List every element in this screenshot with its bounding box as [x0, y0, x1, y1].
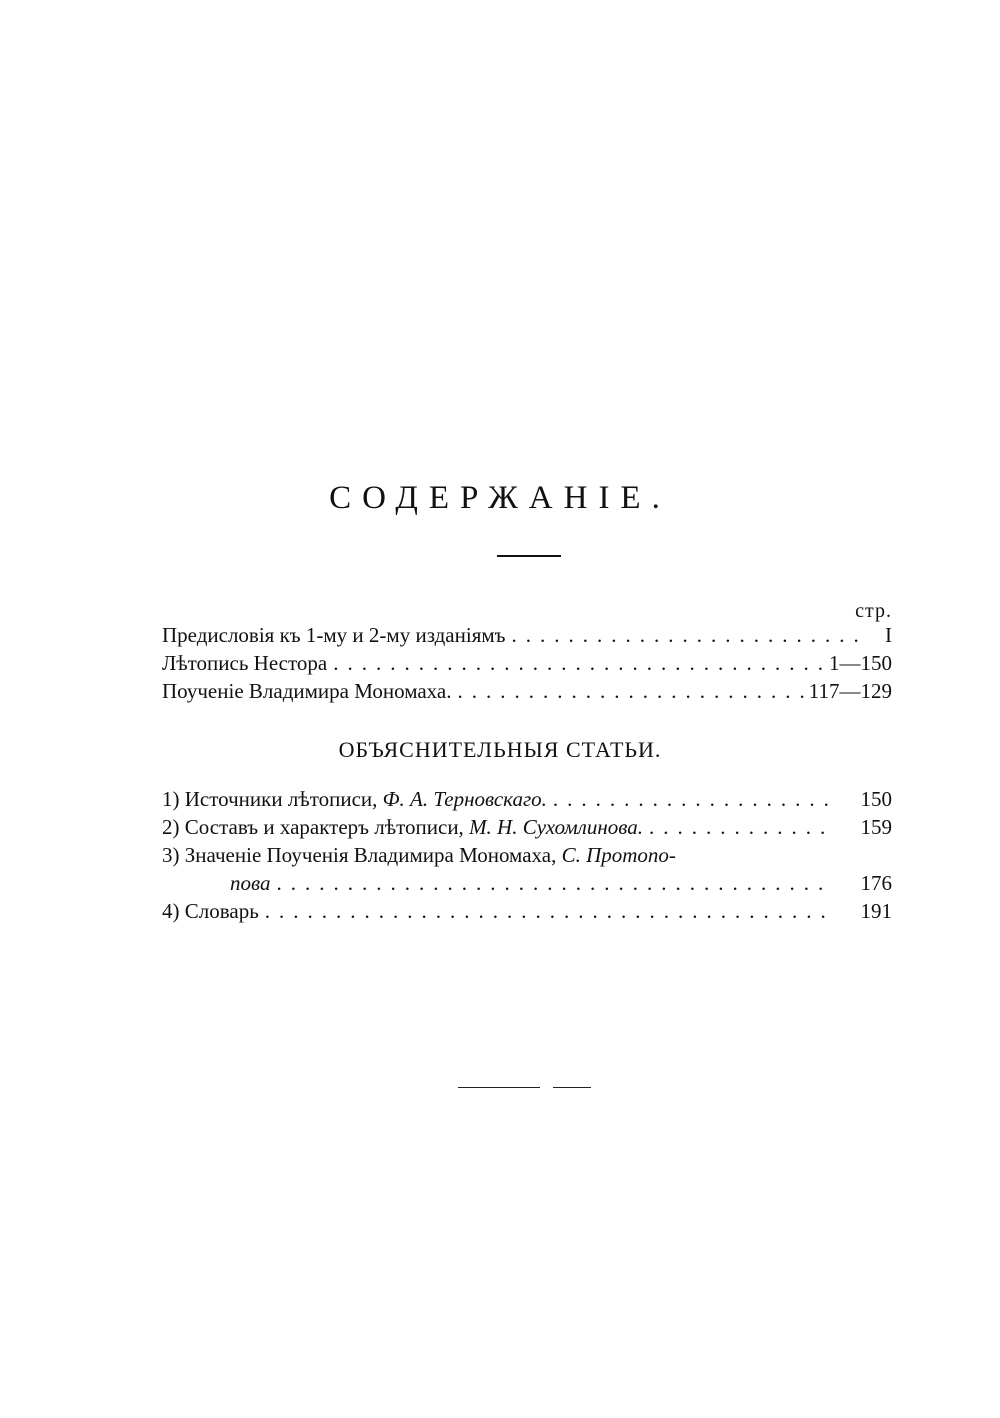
article-title: Составъ и характеръ лѣтописи,: [184, 815, 464, 839]
article-author-continuation: пова: [230, 871, 271, 895]
page-title: СОДЕРЖАНІЕ.: [329, 480, 671, 516]
article-page: 176: [860, 871, 892, 895]
article-number: 1): [162, 787, 180, 811]
toc-entry: [162, 650, 892, 676]
dot-leader: [259, 898, 832, 924]
article-number: 4): [162, 899, 180, 923]
dot-leader: [506, 622, 867, 648]
dot-leader: [327, 650, 829, 676]
article-entry: [162, 814, 892, 840]
title-divider: [497, 555, 561, 557]
article-author: М. Н. Сухомлинова.: [469, 815, 643, 839]
end-divider: [553, 1087, 591, 1088]
toc-entry: [162, 622, 892, 648]
article-page: 159: [860, 815, 892, 839]
article-author: С. Протопо-: [561, 843, 676, 867]
article-entry: [162, 786, 892, 812]
toc-entry-page: 1—150: [829, 651, 892, 675]
article-entry: [162, 842, 892, 868]
dot-leader: [270, 870, 832, 896]
article-number: 2): [162, 815, 180, 839]
article-page: 150: [860, 787, 892, 811]
dot-leader: [643, 814, 832, 840]
article-title: Словарь: [184, 899, 259, 923]
article-entry-continuation: [230, 870, 892, 896]
article-page: 191: [860, 899, 892, 923]
dot-leader: [451, 678, 808, 704]
dot-leader: [547, 786, 832, 812]
article-entry: [162, 898, 892, 924]
toc-entry-label: Лѣтопись Нестора: [162, 651, 328, 675]
article-number: 3): [162, 843, 180, 867]
toc-entry-page: 117—129: [808, 679, 892, 703]
articles-heading: ОБЪЯСНИТЕЛЬНЫЯ СТАТЬИ.: [338, 737, 662, 762]
toc-entry-page: I: [885, 623, 892, 647]
article-title: Значеніе Поученія Владимира Мономаха,: [184, 843, 557, 867]
toc-entry-label: Предисловія къ 1-му и 2-му изданіямъ: [162, 623, 506, 647]
page-column-header: стр.: [855, 600, 892, 622]
toc-entry-label: Поученіе Владимира Мономаха.: [162, 679, 452, 703]
article-title: Источники лѣтописи,: [184, 787, 378, 811]
toc-entry: [162, 678, 892, 704]
article-author: Ф. А. Терновскаго.: [382, 787, 547, 811]
end-divider: [458, 1087, 540, 1088]
